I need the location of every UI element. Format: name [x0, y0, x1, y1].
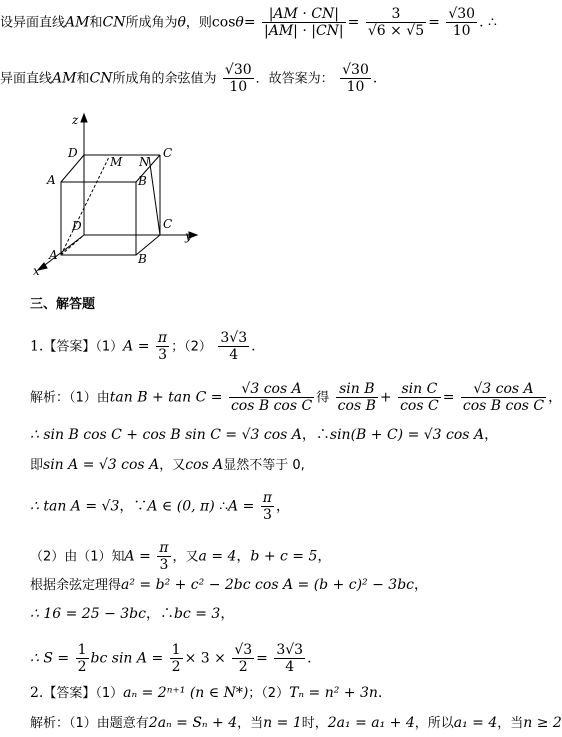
eq-1: ∴ sin B cos C + cos B sin C = √3 cos A: [30, 427, 302, 443]
fraction-cos: [223, 62, 254, 95]
analysis-line-6: [30, 576, 428, 595]
frac-pi-3: [156, 330, 169, 363]
line-1: [0, 6, 497, 39]
z-arrow: [81, 114, 87, 122]
analysis-line-2: [30, 426, 498, 444]
frac-num: sin B: [336, 381, 378, 398]
label-z: z: [72, 113, 79, 127]
analysis-line-1: [30, 381, 562, 414]
edge-ad: [61, 235, 84, 255]
frac-den: 4: [285, 659, 295, 675]
frac-num-2: 3√3: [220, 330, 248, 346]
times-3: × 3 ×: [184, 650, 226, 667]
part-1: （1）: [95, 686, 124, 701]
frac-num: 3√3: [276, 642, 304, 658]
frac-den: cos C: [400, 398, 439, 414]
text-angle: 所成角为: [125, 15, 178, 31]
cos-a: cos A: [185, 457, 224, 473]
frac-num-5: √30: [342, 62, 369, 78]
frac-den: 3: [262, 507, 272, 523]
section-title: 三、解答题: [30, 297, 96, 312]
eq: =: [442, 389, 455, 406]
frac-num: √3: [234, 642, 253, 658]
fraction-dot: [262, 6, 346, 39]
label-b1: B: [138, 174, 147, 188]
analysis-line-4: [30, 490, 290, 523]
sep: ，∴: [145, 606, 174, 622]
frac-den: |AM| · |CN|: [264, 23, 344, 39]
eq-1: ∴ 16 = 25 − 3bc: [30, 606, 146, 622]
var-cn: CN: [102, 14, 126, 31]
problem-number-1: 1.: [30, 338, 44, 355]
problem-number-2: 2.: [30, 685, 44, 701]
eq-2: 2a₁ = a₁ + 4: [327, 715, 415, 731]
eq-2: A ∈ (0, π): [147, 498, 215, 515]
eq: =: [256, 650, 268, 667]
eq-s: ∴ S =: [30, 650, 70, 667]
frac-num: π: [159, 540, 169, 556]
var-cn-2: CN: [89, 70, 113, 87]
frac-num-4: √30: [224, 62, 252, 78]
frac-den: 2: [171, 659, 181, 675]
text-when-2: ，当: [497, 716, 524, 731]
lhs: tan B + tan C =: [109, 389, 223, 406]
line-2: [0, 62, 377, 95]
end: .: [377, 685, 383, 701]
label-m: M: [110, 155, 123, 169]
text-prefix: （2）由（1）知: [30, 549, 125, 565]
frac-den-5: 10: [346, 79, 365, 95]
var-theta: θ: [177, 14, 186, 31]
frac-den-4: 10: [229, 79, 248, 95]
frac-num: π: [262, 490, 272, 506]
analysis-line-3: [30, 456, 305, 475]
label-b: B: [138, 252, 147, 266]
end: .: [251, 338, 256, 355]
fraction-answer: [340, 62, 371, 95]
label-x: x: [33, 264, 40, 278]
label-n: N: [139, 155, 150, 169]
end: ，: [484, 427, 499, 443]
cube-figure: [25, 110, 225, 280]
eq-3: A =: [228, 498, 255, 515]
frac-den: 2: [77, 659, 87, 675]
frac-num: sin C: [398, 381, 441, 398]
text-tail: 显然不等于 0,: [223, 458, 305, 473]
analysis-problem-2: [30, 714, 562, 733]
end: .: [307, 650, 312, 667]
eq-bc-sin: bc sin A =: [90, 650, 164, 667]
analysis-label-2: 解析：（1）由题意有: [30, 716, 149, 731]
frac-d: [461, 381, 546, 414]
eq: sin A = √3 cos A: [43, 457, 160, 473]
tail: . ∴: [479, 14, 497, 31]
end: ，: [317, 548, 332, 565]
frac-pi-2: [157, 540, 170, 573]
text-answer: ．故答案为：: [255, 71, 334, 87]
frac-num: 1: [171, 642, 181, 658]
frac-area: [218, 330, 249, 363]
analysis-line-5: [30, 540, 331, 573]
eq-2: bc = 3: [173, 606, 221, 622]
frac-num-3: √30: [448, 6, 476, 22]
part-1: （1）: [95, 339, 124, 355]
label-c: C: [163, 217, 173, 231]
answer-label-2: 【答案】: [43, 686, 96, 701]
frac-num-2: 3: [366, 6, 426, 23]
text-and-2: 和: [76, 71, 90, 87]
frac-num: √3 cos A: [461, 381, 546, 398]
label-d1: D: [68, 146, 78, 160]
var-a: A: [123, 338, 134, 355]
text-mid: ，又: [159, 458, 186, 473]
frac-num: π: [157, 330, 168, 346]
frac-den-2: 4: [229, 347, 239, 363]
label-c1: C: [163, 146, 173, 160]
frac-b: [336, 381, 378, 414]
frac-den-3: 10: [452, 23, 471, 39]
sep: ，∵: [119, 498, 148, 515]
eq-sign: =: [243, 14, 256, 31]
fraction-2: [366, 6, 426, 39]
end: ，: [276, 498, 290, 515]
text-get: 得: [316, 390, 330, 406]
eq-a: A =: [124, 548, 151, 565]
frac-den: cos B: [337, 398, 376, 414]
label-a: A: [49, 248, 58, 262]
analysis-line-7: [30, 605, 234, 623]
problem-2-answer: [30, 684, 382, 703]
cos-fn: cos: [211, 14, 236, 31]
sep-2: ∴: [214, 498, 229, 515]
frac-num: √3 cos A: [229, 381, 314, 398]
eq-tn: Tₙ = n² + 3n: [289, 685, 378, 701]
eq-an: aₙ = 2ⁿ⁺¹ (n ∈ N*): [123, 685, 249, 701]
cond-n1: n = 1: [263, 715, 302, 731]
sep: ，∴: [301, 427, 330, 443]
frac-root3-2: [232, 642, 254, 675]
text-prefix-2: 异面直线: [0, 71, 53, 87]
var-am: AM: [65, 14, 90, 31]
label-y: y: [185, 229, 192, 243]
eq-3: a₁ = 4: [453, 715, 498, 731]
frac-result: [274, 642, 305, 675]
frac-pi: [261, 490, 274, 523]
answer-label-1: 【答案】: [43, 339, 96, 355]
var-theta-2: θ: [235, 14, 244, 31]
eq-1: 2aₙ = Sₙ + 4: [148, 715, 238, 731]
edge-am: [61, 157, 109, 255]
frac-num: |AM · CN|: [262, 6, 346, 23]
frac-a: [229, 381, 314, 414]
label-a1: A: [47, 173, 56, 187]
frac-den: 3: [158, 347, 167, 363]
plus: +: [379, 389, 392, 406]
sep: ，: [236, 548, 251, 565]
text-then: ，则: [185, 15, 212, 31]
text-time: 时，: [301, 716, 328, 731]
end-dot: .: [372, 70, 378, 87]
frac-c: [398, 381, 441, 414]
fraction-3: [446, 6, 477, 39]
text-prefix: 设异面直线: [0, 15, 66, 31]
text-so: ，所以: [414, 716, 454, 731]
sep: ；（2）: [171, 339, 212, 355]
var-am-2: AM: [52, 70, 77, 87]
edge-cn: [149, 157, 160, 235]
end: ，: [220, 606, 235, 622]
eq-sign-3: =: [428, 14, 440, 31]
frac-den: 3: [159, 557, 169, 573]
label-d: D: [72, 219, 82, 233]
eq-2: sin(B + C) = √3 cos A: [329, 427, 485, 443]
frac-den: 2: [238, 659, 248, 675]
frac-num: 1: [77, 642, 87, 658]
analysis-label: 解析：（1）由: [30, 390, 110, 406]
eq-a-value: a = 4: [198, 548, 237, 565]
sep: ；（2）: [248, 686, 290, 701]
eq-1: ∴ tan A = √3: [30, 498, 120, 515]
frac-den: cos B cos C: [230, 398, 313, 414]
text-when: ，当: [237, 716, 264, 731]
text-mid-2: 所成角的余弦值为: [112, 71, 217, 87]
frac-half-2: [170, 642, 183, 675]
text-and: 和: [89, 15, 103, 31]
frac-half-1: [76, 642, 89, 675]
end: ，: [548, 389, 562, 406]
end: ，: [414, 577, 429, 593]
frac-den-2: √6 × √5: [367, 23, 425, 39]
eq-sign-2: =: [347, 14, 360, 31]
text-mid: ，又: [172, 549, 199, 565]
text-prefix: 即: [30, 458, 44, 473]
eq-bc: b + c = 5: [250, 548, 318, 565]
cond-n2: n ≥ 2: [523, 715, 562, 731]
problem-1-answer: 1.【答案】（1）A = $\frac{\pi}{3}$ ；（2） $\frac{3√3}{4}$ .: [30, 330, 256, 363]
analysis-line-8: [30, 642, 312, 675]
cosine-law: a² = b² + c² − 2bc cos A = (b + c)² − 3bc: [121, 577, 415, 593]
text-prefix: 根据余弦定理得: [30, 578, 122, 593]
frac-den: cos B cos C: [462, 398, 545, 414]
